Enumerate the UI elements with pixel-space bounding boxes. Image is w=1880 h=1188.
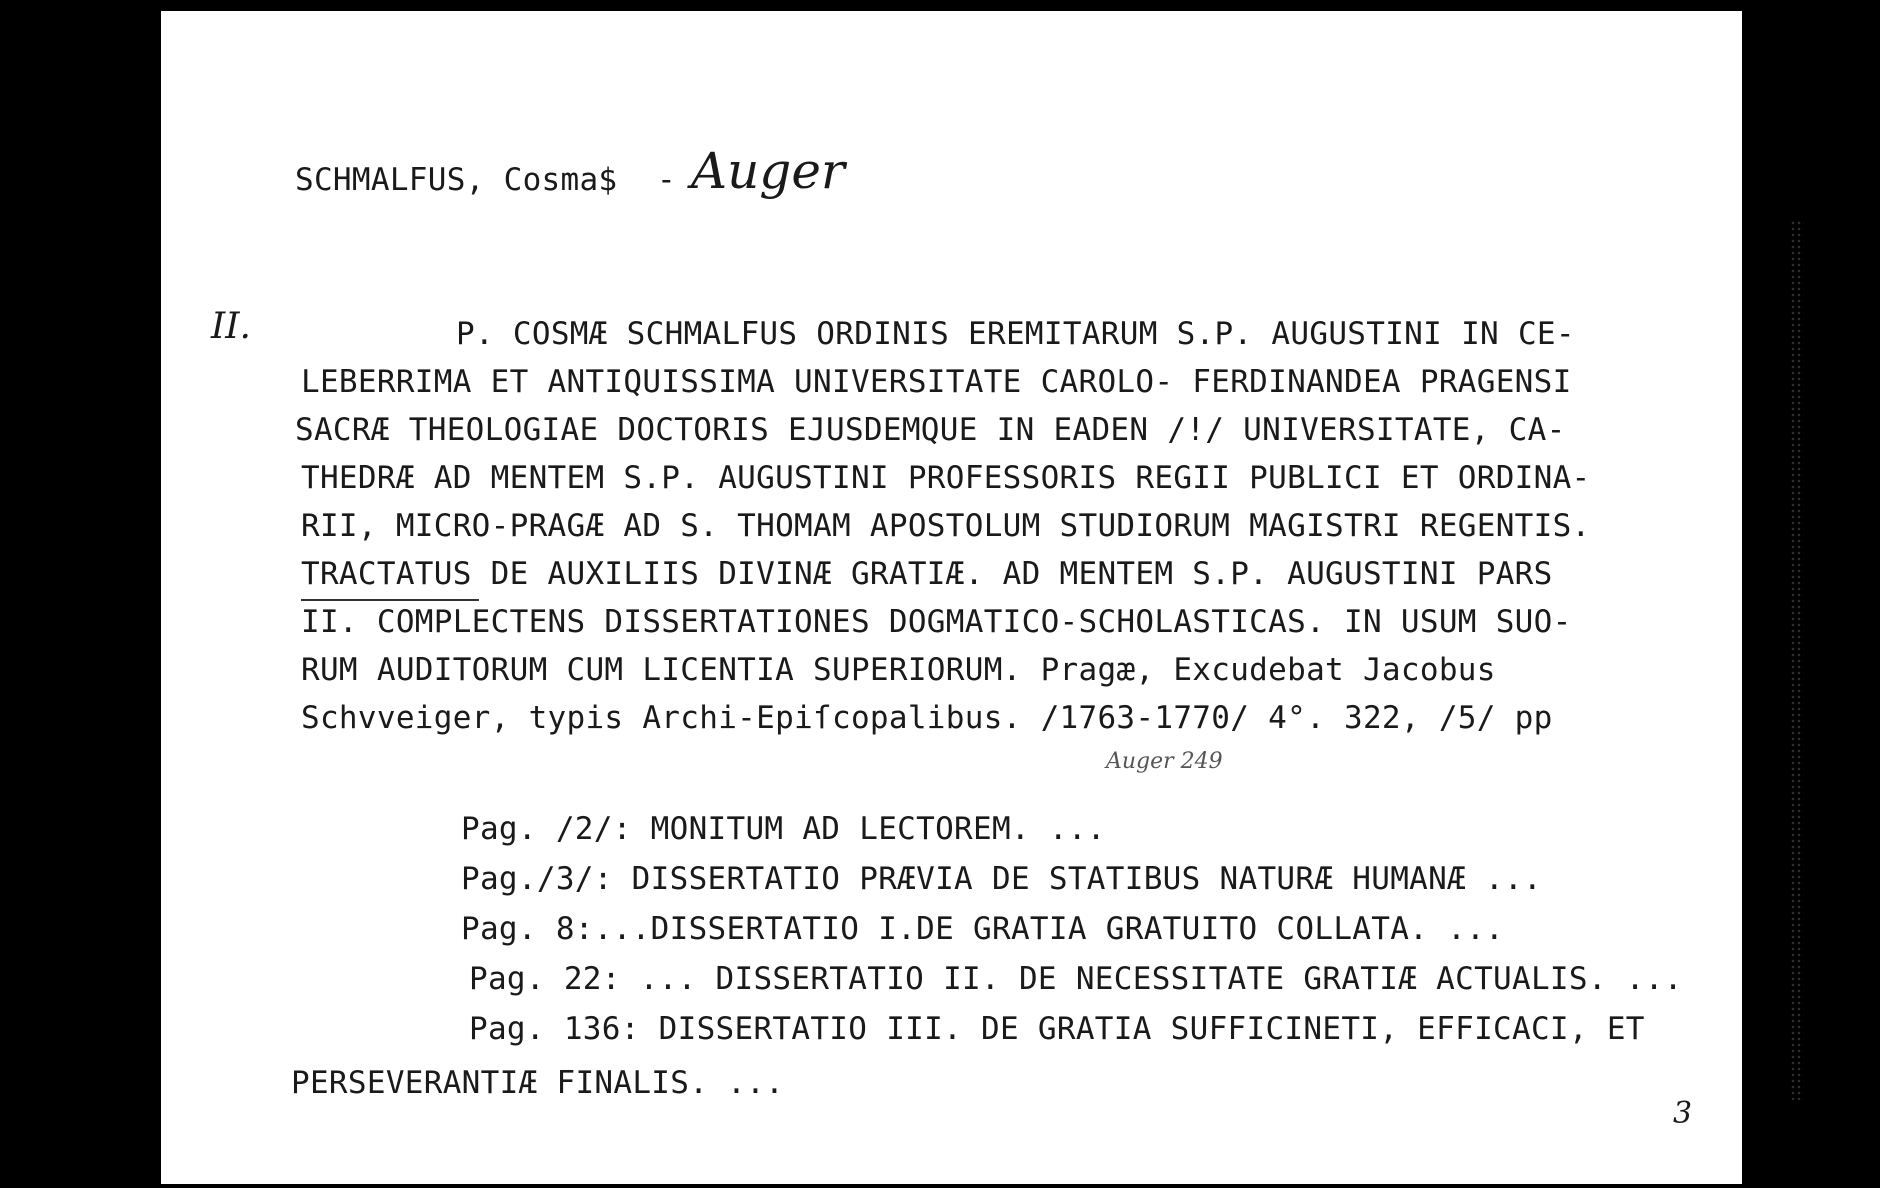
title-line: SACRÆ THEOLOGIAE DOCTORIS EJUSDEMQUE IN EADEN /!/ UNIVERSITATE, CA- xyxy=(295,412,1566,448)
handwritten-name: Auger xyxy=(691,142,845,200)
handwritten-note: Auger 249 xyxy=(1106,749,1223,774)
author-heading: SCHMALFUS, Cosma$ xyxy=(295,162,618,198)
contents-item: Pag. 136: DISSERTATIO III. DE GRATIA SUFFICINETI, EFFICACI, ET xyxy=(469,1011,1645,1047)
title-line: RII, MICRO-PRAGÆ AD S. THOMAM APOSTOLUM STUDIORUM MAGISTRI REGENTIS. xyxy=(301,508,1591,544)
title-line: THEDRÆ AD MENTEM S.P. AUGUSTINI PROFESSORIS REGII PUBLICI ET ORDINA- xyxy=(301,460,1591,496)
title-line: LEBERRIMA ET ANTIQUISSIMA UNIVERSITATE CAROLO- FERDINANDEA PRAGENSI xyxy=(301,364,1572,400)
title-line: TRACTATUS DE AUXILIIS DIVINÆ GRATIÆ. AD MENTEM S.P. AUGUSTINI PARS xyxy=(301,556,1553,592)
catalog-card xyxy=(161,11,1742,1184)
title-line: Schvveiger, typis Archi-Epiſcopalibus. /1763-1770/ 4°. 322, /5/ pp xyxy=(301,700,1553,736)
contents-item: PERSEVERANTIÆ FINALIS. ... xyxy=(291,1065,785,1101)
title-line: RUM AUDITORUM CUM LICENTIA SUPERIORUM. Pragæ, Excudebat Jacobus xyxy=(301,652,1496,688)
margin-mark: II. xyxy=(211,306,251,347)
heading-dash: - xyxy=(657,162,676,198)
title-line: II. COMPLECTENS DISSERTATIONES DOGMATICO-SCHOLASTICAS. IN USUM SUO- xyxy=(301,604,1572,640)
scan-edge-noise xyxy=(1790,220,1804,1100)
title-line: P. COSMÆ SCHMALFUS ORDINIS EREMITARUM S.P. AUGUSTINI IN CE- xyxy=(456,316,1575,352)
contents-item: Pag. 8:...DISSERTATIO I.DE GRATIA GRATUITO COLLATA. ... xyxy=(461,911,1504,947)
contents-item: Pag. 22: ... DISSERTATIO II. DE NECESSITATE GRATIÆ ACTUALIS. ... xyxy=(469,961,1683,997)
page-number: 3 xyxy=(1673,1096,1693,1131)
contents-item: Pag./3/: DISSERTATIO PRÆVIA DE STATIBUS NATURÆ HUMANÆ ... xyxy=(461,861,1542,897)
contents-item: Pag. /2/: MONITUM AD LECTOREM. ... xyxy=(461,811,1106,847)
tractatus-underline xyxy=(301,599,479,601)
